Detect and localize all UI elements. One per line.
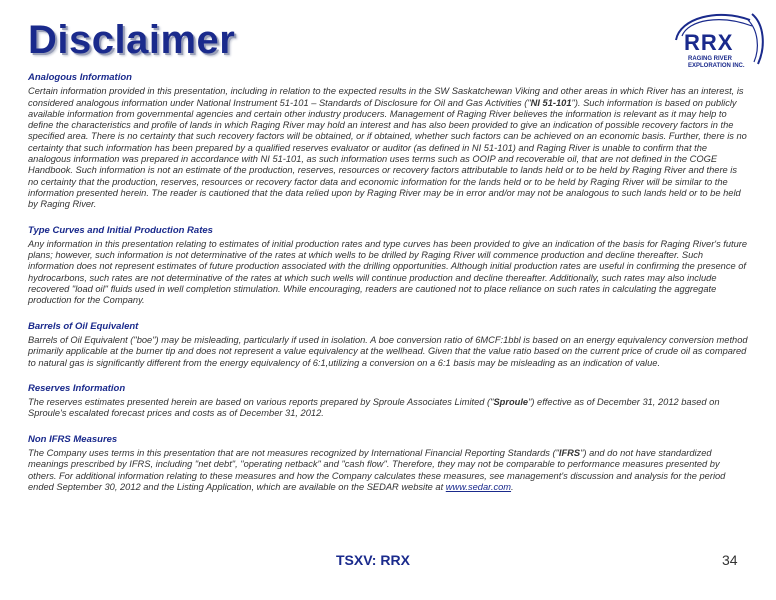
page-title: Disclaimer <box>28 18 236 62</box>
section-barrels-of-oil-equivalent <box>28 321 748 369</box>
logo-mark: RRX <box>684 30 734 55</box>
section-paragraph: Any information in this presentation relating to estimates of initial production rates and type curves has been provided to give an indication of the basis for Raging River's future plans; however, such information is not determinative of the rates at which wells to be drilled by Raging River will commence production and decline thereafter. Such information does not represent estimates of future production associated with the drilling opportunities. Although initial production rates are useful in confirming the presence of hydrocarbons, such rates are not determinative of the rates at which such wells will continue production and decline thereafter. Additionally, such rates may also include recovered "load oil" fluids used in well completion stimulation. While encouraging, readers are cautioned not to place reliance on such rates in calculating the aggregate production for the Company. <box>28 238 748 306</box>
section-heading: Analogous Information <box>28 72 132 83</box>
logo-subtitle: RAGING RIVER EXPLORATION INC. <box>688 56 745 69</box>
section-heading: Reserves Information <box>28 382 126 394</box>
section-paragraph: Barrels of Oil Equivalent ("boe") may be misleading, particularly if used in isolation. A boe conversion ratio of 6MCF:1bbl is based on an energy equivalency conversion method primarily applicable at the burner tip and does not represent a value equivalency at the wellhead. Given that the value ratio based on the current price of crude oil as compared to natural gas is significantly different from the energy equivalency of 6:1,utilizing a conversion on a 6:1 basis may be misleading as an indication of value. <box>28 334 748 368</box>
company-logo <box>668 10 768 74</box>
footer-ticker: TSXV: RRX <box>336 552 410 568</box>
section-paragraph: The Company uses terms in this presentation that are not measures recognized by International Financial Reporting Standards ("IFRS") and do not have standardized meanings prescribed by IFRS, including "net debt", "operating netback" and "cash flow". Therefore, they may not be comparable to performance measures presented by others. For additional information relating to these measures and how the Company calculates these measures, see management's discussion and analysis for the period ended September 30, 2012 and the Listing Application, which are available on the SEDAR website at www.sedar.com. <box>28 448 726 492</box>
section-heading: Type Curves and Initial Production Rates <box>28 224 213 236</box>
section-heading: Non IFRS Measures <box>28 433 118 445</box>
section-reserves-information <box>28 383 748 420</box>
section-heading: Barrels of Oil Equivalent <box>28 320 139 332</box>
section-non-ifrs-measures <box>28 434 748 493</box>
sedar-link[interactable]: www.sedar.com <box>445 481 512 492</box>
section-paragraph: The reserves estimates presented herein are based on various reports prepared by Sproule Associates Limited ("Sproule") effective as of December 31, 2012 based on Sproule's escalated forecast prices and costs as of December 31, 2012. <box>28 397 720 419</box>
disclaimer-body <box>28 72 748 507</box>
section-analogous-information <box>28 72 748 211</box>
section-paragraph: Certain information provided in this presentation, including in relation to the expected results in the SW Saskatchewan Viking and other areas in which River has an interest, is considered analogous information under National Instrument 51-101 – Standards of Disclosure for Oil and Gas Activities ("NI 51-101"). Such information is based on publicly available information from governmental agencies and certain other industry producers. Management of Raging River believes the information is relevant as it may help to define the characteristics and profile of lands in which Raging River may hold an interest and has also been provided to give an indication of possible recovery factors in the specified area. There is no certainty that such recovery factors will be obtained, or if obtained, whether such factors can be achieved on an economic basis. Further, there is no certainty that such information has been prepared by a qualified reserves evaluator or auditor (as defined in NI 51-101) and Raging River is unable to confirm that the analogous information was prepared in accordance with NI 51-101, as such information uses terms such as OOIP and recoverable oil, that are not defined in the COGE Handbook. Such information is not an estimate of the production, reserves, resources or recovery factors attributable to lands held or to be held by Raging River and there is no certainty that the production, reserves, resources or recovery factor data and economic information for the lands held or to be held by Raging River will be similar to the information presented herein. The reader is cautioned that the data relied upon by Raging River may be in error and/or may not be analogous to such lands held or to be held by Raging River. <box>28 86 747 210</box>
section-type-curves <box>28 225 748 307</box>
page-number: 34 <box>722 552 738 568</box>
